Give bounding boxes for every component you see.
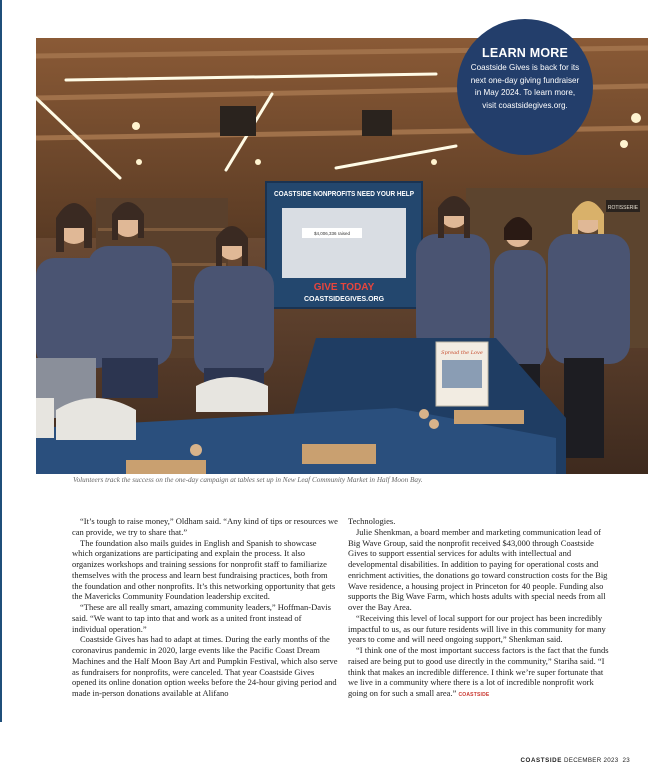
- board-cta: GIVE TODAY: [313, 282, 375, 293]
- article-left-column: [72, 516, 338, 699]
- page-footer: [520, 757, 630, 764]
- board-screen: [282, 208, 406, 278]
- footer-issue: DECEMBER 2023: [564, 757, 619, 764]
- footer-page-number: 23: [622, 757, 630, 764]
- paragraph: “Receiving this level of local support for our project has been incredibly impactful to us, as our future residents will live in this community for many years to come and will need ongoing support,” Shenkman said.: [348, 612, 606, 645]
- paragraph: “These are all really smart, amazing community leaders,” Hoffman-Davis said. “We want to tap into that and work as a united front instead of individual operation.”: [72, 602, 331, 634]
- paragraph-last: [348, 645, 614, 701]
- paragraph: Coastside Gives has had to adapt at times. During the early months of the coronavirus pandemic in 2020, large events like the Pacific Coast Dream Machines and the Half Moon Bay Art and Pumpkin Festival, which also serve as fundraisers for nonprofits, were canceled. That year Coastside Gives opened its online donation option weeks before the 24-hour giving period and made in-person donations available at Alifano: [72, 634, 338, 698]
- photo-caption: Volunteers track the success on the one-day campaign at tables set up in New Leaf Community Market in Half Moon Bay.: [73, 476, 423, 484]
- board-url: COASTSIDEGIVES.ORG: [303, 296, 385, 303]
- learn-more-body: Coastside Gives is back for its next one-day giving fundraiser in May 2024. To learn more, visit coastsidegives.org.: [470, 63, 580, 110]
- page-edge-stripe: [0, 0, 2, 722]
- tent-card-text: Spread the Love: [441, 350, 483, 356]
- learn-more-title: LEARN MORE: [481, 46, 569, 60]
- paragraph: Julie Shenkman, a board member and marketing communication lead of Big Wave Group, said the nonprofit received $43,000 through Coastside Gives to support essential services for adults with intellectual and developmental disabilities. In addition to paying for operational costs and enrichment activities, the donations go toward construction costs for the Big Wave residence, a housing project in Princeton for 40 people. Funding also supports the Big Wave Farm, which hosts adults with special needs from all over the Bay Area.: [348, 526, 608, 612]
- paragraph-last-text: “I think one of the most important success factors is the fact that the funds raised are being put to good use directly in the community,” Stariha said. “I think that makes an incredible difference. I think we’re super fortunate that we live in a community where there is a lot of incredible nonprofit work going on for such a small area.”: [348, 645, 609, 698]
- paragraph: The foundation also mails guides in English and Spanish to showcase which organizations are participating and explain the process. It also organizes workshops and training sessions for nonprofit staff to familiarize themselves with the process and learn best fundraising practices, both from the foundation and other nonprofits. It’s this networking opportunity that gets the Mavericks Community Foundation leadership excited.: [72, 537, 336, 602]
- paragraph-continued: Technologies.: [348, 516, 396, 526]
- article-right-column: [348, 516, 614, 701]
- board-title: COASTSIDE NONPROFITS NEED YOUR HELP: [274, 191, 415, 198]
- rotisserie-sign: ROTISSERIE: [607, 205, 639, 211]
- footer-magazine: COASTSIDE: [520, 757, 562, 764]
- end-mark: COASTSIDE: [458, 692, 490, 698]
- screen-amount: $4,006,336 raised: [313, 231, 351, 236]
- paragraph: “It’s tough to raise money,” Oldham said. “Any kind of tips or resources we can provide, we try to share that.”: [72, 516, 338, 537]
- learn-more-badge: [457, 19, 593, 155]
